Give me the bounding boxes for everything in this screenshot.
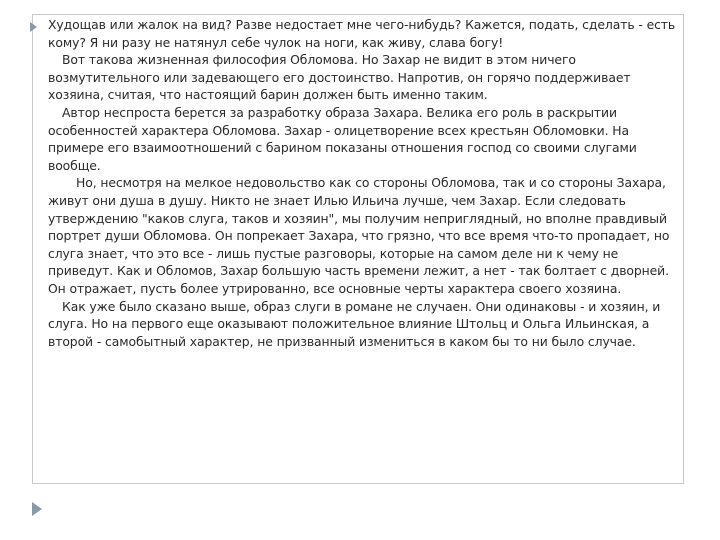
paragraph-author: Автор неспроста берется за разработку образа Захара. Велика его роль в раскрытии особенностей характера Обломова. Захар - олицетворение всех крестьян Обломовки. На примере его взаимоотношений с барином показаны отношения господ со своими слугами вообще. bbox=[48, 104, 637, 173]
bullet-arrow-icon bbox=[30, 22, 37, 32]
paragraph-relationship: Но, несмотря на мелкое недовольство как со стороны Обломова, так и со стороны Захара, живут они душа в душу. Никто не знает Илью Ильича лучше, чем Захар. Если следовать утверждению "каков слуга, таков и хозяин", мы получим неприглядный, но вполне правдивый портрет души Обломова. Он попрекает Захара, что грязно, что все время что-то пропадает, но слуга знает, что это все - лишь пустые разговоры, которые на самом деле ни к чему не приведут. Как и Обломов, Захар большую часть времени лежит, а нет - так болтает с дворней. Он отражает, пусть более утрированно, все основные черты характера своего хозяина. bbox=[48, 175, 670, 296]
next-arrow-icon bbox=[32, 502, 42, 516]
paragraph-conclusion: Как уже было сказано выше, образ слуги в романе не случаен. Они одинаковы - и хозяин, и слуга. Но на первого еще оказывают положительное влияние Штольц и Ольга Ильинская, а второй - самобытный характер, не призванный измениться в каком бы то ни было случае. bbox=[48, 298, 661, 349]
paragraph-quote: Худощав или жалок на вид? Разве недостает мне чего-нибудь? Кажется, подать, сделать - есть кому? Я ни разу не натянул себе чулок на ноги, как живу, слава богу! bbox=[48, 17, 676, 50]
slide-text bbox=[48, 16, 680, 350]
paragraph-philosophy: Вот такова жизненная философия Обломова. Но Захар не видит в этом ничего возмутительного или задевающего его достоинство. Напротив, он горячо поддерживает хозяина, считая, что настоящий барин должен быть именно таким. bbox=[48, 52, 631, 103]
